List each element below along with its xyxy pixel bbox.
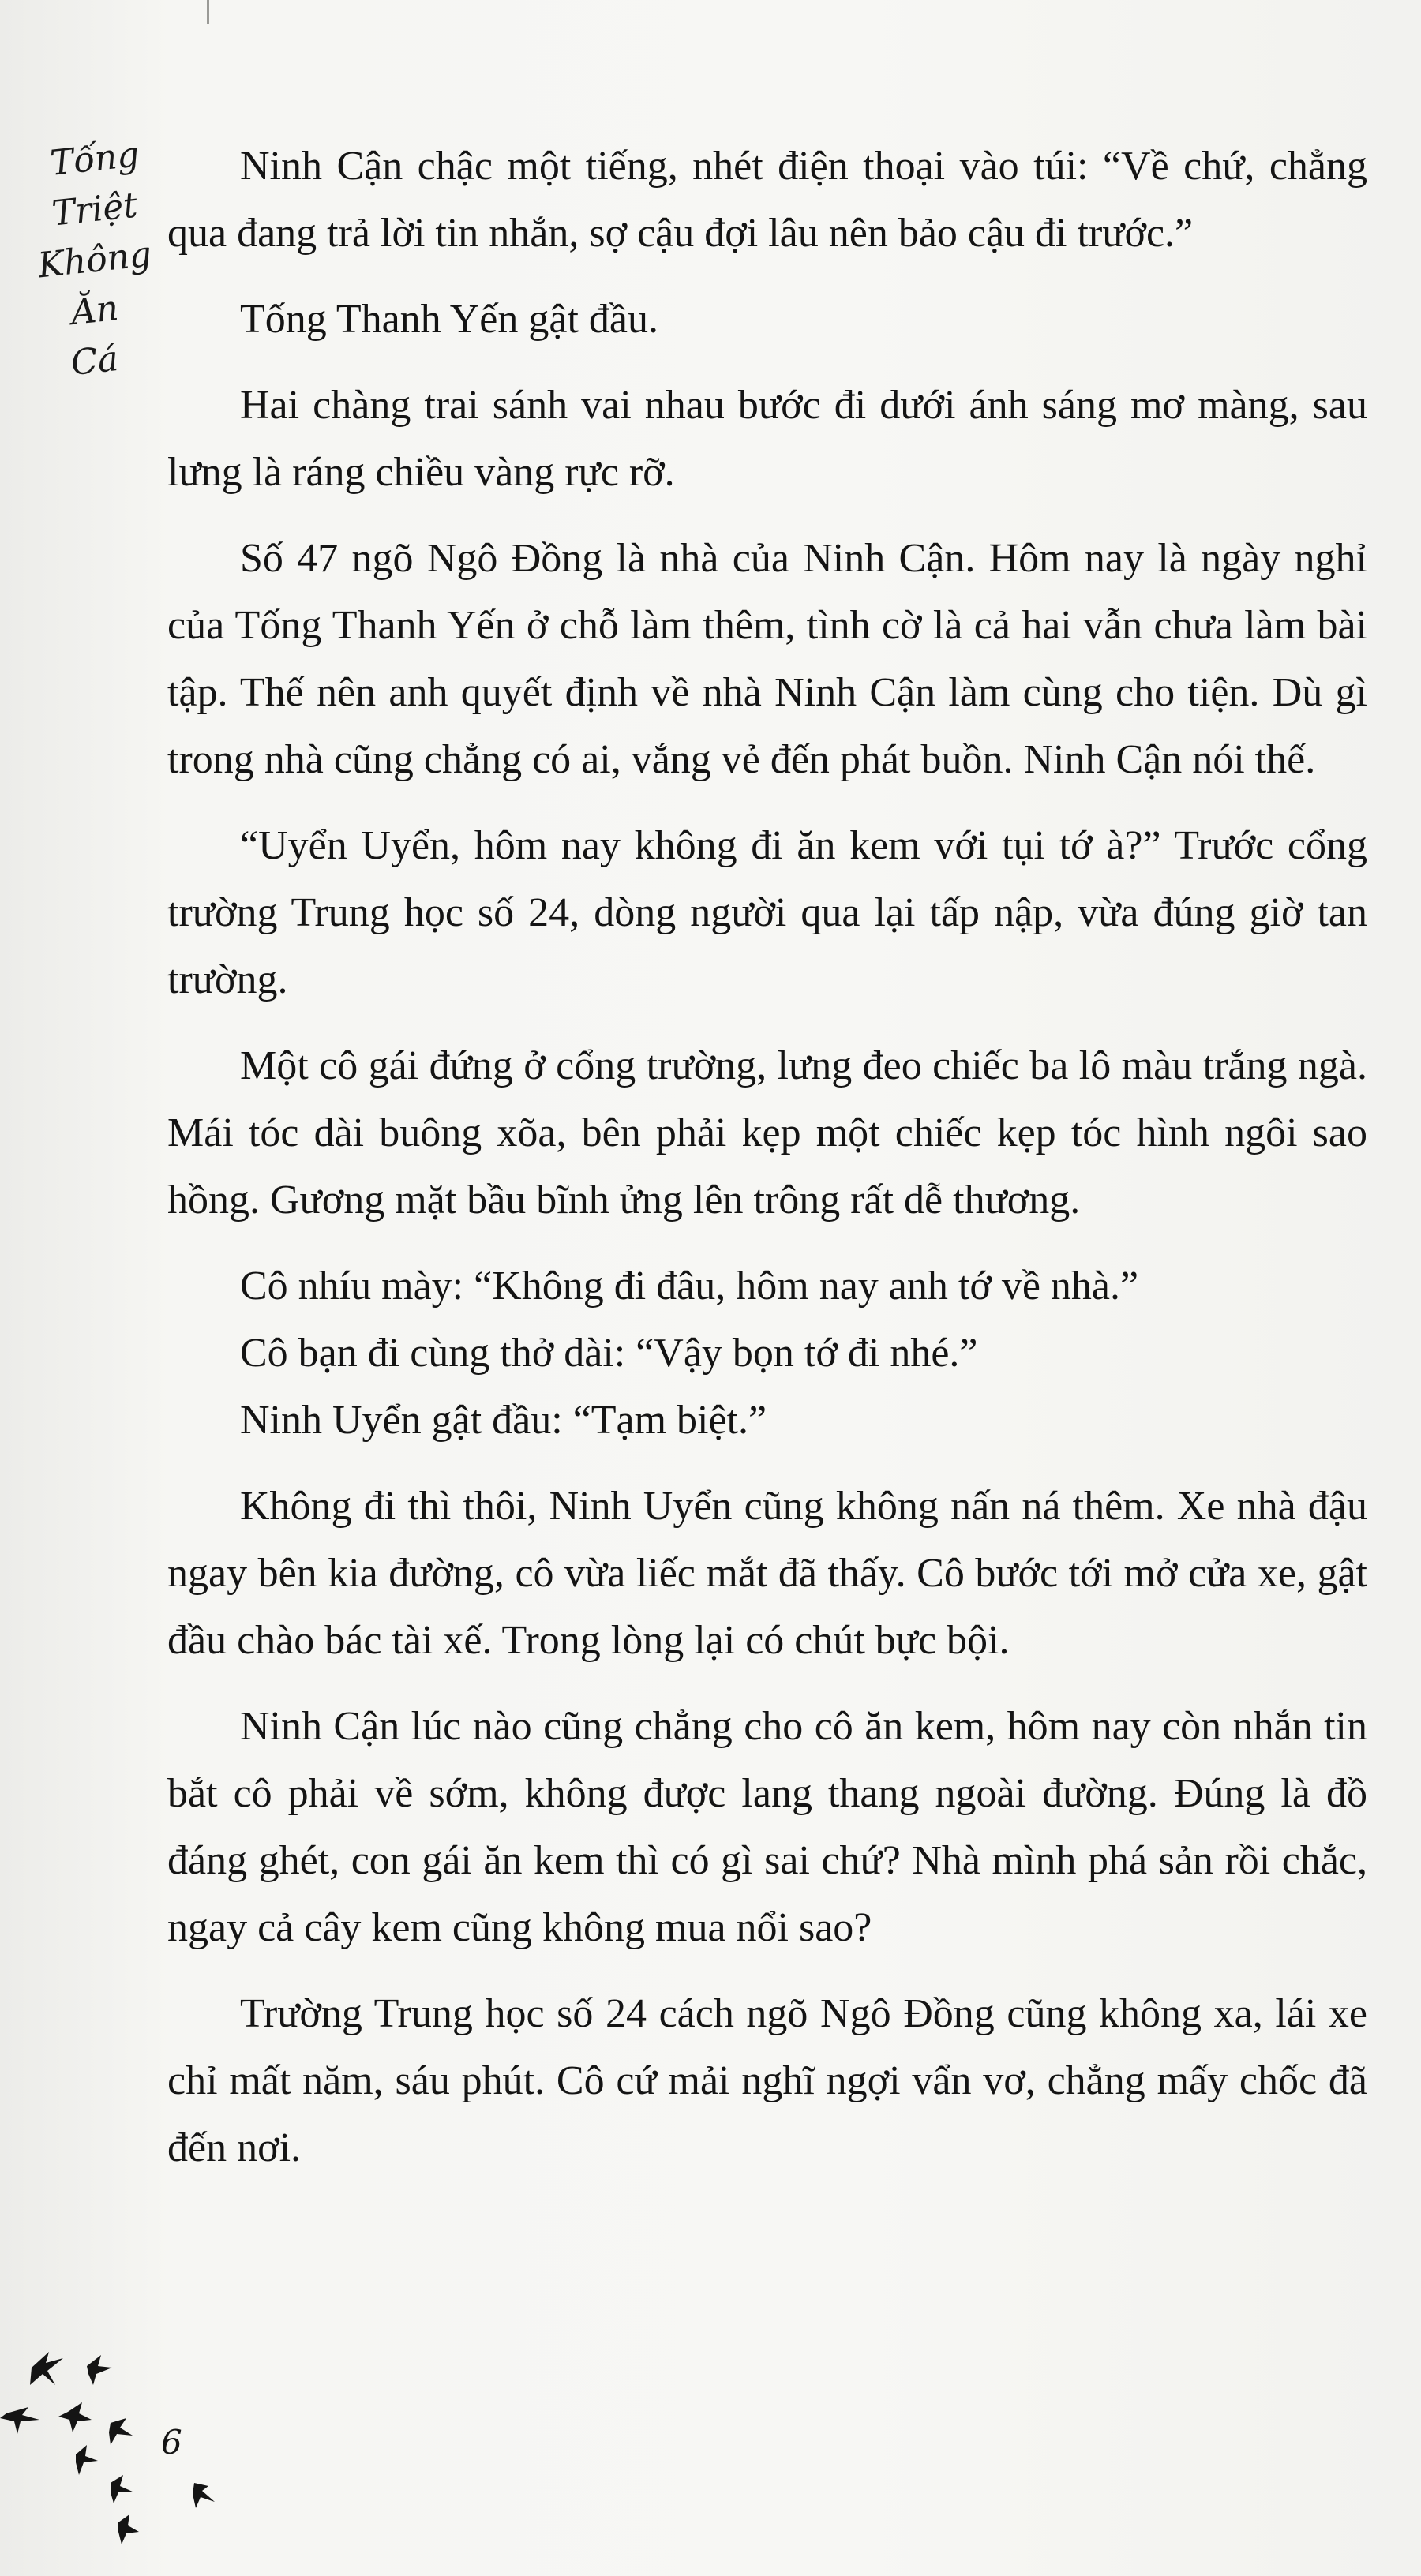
birds-icon: [0, 2336, 253, 2573]
page-edge-mark: [207, 0, 209, 24]
page-number: 6: [161, 2423, 182, 2462]
paragraph: Ninh Cận lúc nào cũng chẳng cho cô ăn kem, hôm nay còn nhắn tin bắt cô phải về sớm, không được lang thang ngoài đường. Đúng là đồ đáng ghét, con gái ăn kem thì có gì sai chứ? Nhà mình phá sản rồi chắc, ngay cả cây kem cũng không mua nổi sao?: [167, 1704, 1367, 1950]
paragraph: Không đi thì thôi, Ninh Uyển cũng không nấn ná thêm. Xe nhà đậu ngay bên kia đường, cô vừa liếc mắt đã thấy. Cô bước tới mở cửa xe, gật đầu chào bác tài xế. Trong lòng lại có chút bực bội.: [167, 1484, 1367, 1663]
paragraph: Cô bạn đi cùng thở dài: “Vậy bọn tớ đi nhé.”: [240, 1331, 978, 1376]
running-title-line: Không: [36, 234, 154, 286]
paragraph: Cô nhíu mày: “Không đi đâu, hôm nay anh tớ về nhà.”: [240, 1264, 1139, 1309]
running-title-line: Cá: [69, 339, 121, 384]
paragraph: Số 47 ngõ Ngô Đồng là nhà của Ninh Cận. Hôm nay là ngày nghỉ của Tống Thanh Yến ở chỗ làm thêm, tình cờ là cả hai vẫn chưa làm bài tập. Thế nên anh quyết định về nhà Ninh Cận làm cùng cho tiện. Dù gì trong nhà cũng chẳng có ai, vắng vẻ đến phát buồn. Ninh Cận nói thế.: [167, 536, 1367, 782]
paragraph: Hai chàng trai sánh vai nhau bước đi dưới ánh sáng mơ màng, sau lưng là ráng chiều vàng rực rỡ.: [167, 383, 1367, 495]
running-title-line: Ăn: [69, 288, 121, 334]
paragraph: “Uyển Uyển, hôm nay không đi ăn kem với tụi tớ à?” Trước cổng trường Trung học số 24, dòng người qua lại tấp nập, vừa đúng giờ tan trường.: [167, 823, 1367, 1002]
paragraph: Ninh Cận chậc một tiếng, nhét điện thoại vào túi: “Về chứ, chẳng qua đang trả lời tin nhắn, sợ cậu đợi lâu nên bảo cậu đi trước.”: [167, 144, 1367, 256]
running-title-line: Tống: [48, 134, 141, 184]
paragraph: Một cô gái đứng ở cổng trường, lưng đeo chiếc ba lô màu trắng ngà. Mái tóc dài buông xõa, bên phải kẹp một chiếc kẹp tóc hình ngôi sao hồng. Gương mặt bầu bĩnh ửng lên trông rất dễ thương.: [167, 1043, 1367, 1222]
paragraph: Trường Trung học số 24 cách ngõ Ngô Đồng cũng không xa, lái xe chỉ mất năm, sáu phút. Cô cứ mải nghĩ ngợi vẩn vơ, chẳng mấy chốc đã đến nơi.: [167, 1991, 1367, 2170]
running-title-line: Triệt: [50, 185, 140, 234]
paragraph: Ninh Uyển gật đầu: “Tạm biệt.”: [240, 1398, 767, 1443]
body-text: [167, 133, 1367, 2200]
paragraph: Tống Thanh Yến gật đầu.: [240, 297, 658, 342]
running-title: [32, 134, 158, 387]
